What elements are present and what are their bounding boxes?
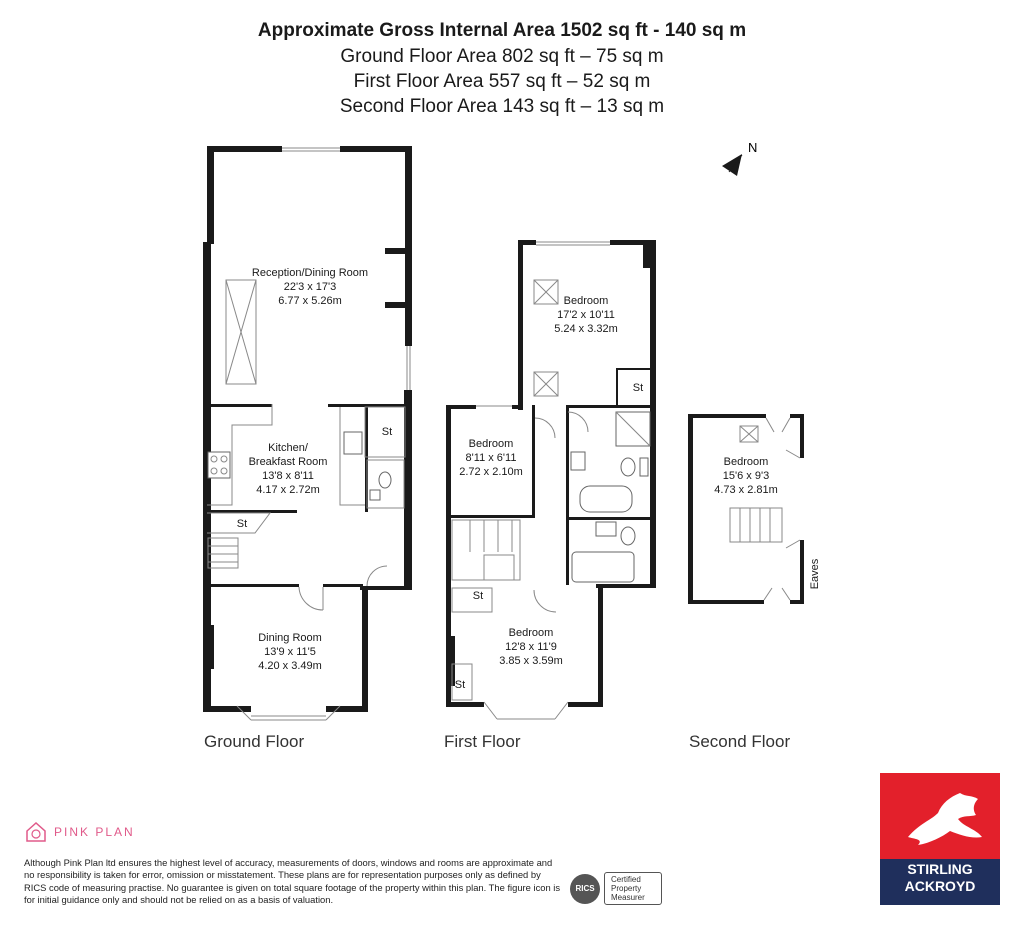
dining-metric: 4.20 x 3.49m [258,660,322,672]
kitchen-imperial: 13'8 x 8'11 [262,470,314,482]
ground-store-label-1: St [381,426,393,438]
eaves-label: Eaves [809,558,821,590]
second-floor-label: Second Floor [689,732,791,751]
rics-certification [570,872,662,905]
brand-red-panel [880,773,1000,859]
second-bedroom-name: Bedroom [723,456,769,468]
dining-imperial: 13'9 x 11'5 [264,646,316,658]
ground-floor-label: Ground Floor [204,732,305,751]
disclaimer-text: Although Pink Plan ltd ensures the highest level of accuracy, measurements of doors, windows and rooms are approximate and no responsibility is taken for error, omission or misstatement. These plans are for representation purposes only as defined by RICS code of measuring practise. No guarantee is given on total square footage of the property within this plan. The figure icon is for initial guidance only and should not be relied on as a basis of valuation. [24,857,561,906]
second-bedroom-imperial: 15'6 x 9'3 [722,470,770,482]
dining-name: Dining Room [258,632,322,644]
brand-line-2: ACKROYD [904,878,976,894]
house-logo-icon [24,820,48,844]
ground-store-label-2: St [236,518,248,530]
reception-name: Reception/Dining Room [251,267,369,279]
first-floor-area: First Floor Area 557 sq ft – 52 sq m [353,71,651,92]
kitchen-name-1: Kitchen/ [268,442,308,454]
stirling-ackroyd-logo [880,773,1000,905]
brand-line-1: STIRLING [907,861,973,877]
bedroom-rear-imperial: 17'2 x 10'11 [557,309,615,321]
compass-label: N [748,140,758,155]
bedroom-front-metric: 3.85 x 3.59m [499,655,563,667]
reception-metric: 6.77 x 5.26m [278,295,342,307]
pinkplan-name: PINK PLAN [54,825,135,839]
ground-floor-plan [203,146,412,751]
bedroom-front-imperial: 12'8 x 11'9 [505,641,557,653]
bedroom-front-name: Bedroom [508,627,554,639]
first-store-label-2: St [472,590,484,602]
first-floor-plan [444,240,656,751]
second-floor-area: Second Floor Area 143 sq ft – 13 sq m [339,96,665,117]
ground-floor-area: Ground Floor Area 802 sq ft – 75 sq m [340,46,664,67]
rics-badge: RICS [570,874,600,904]
second-floor-plan [688,414,821,751]
second-bedroom-metric: 4.73 x 2.81m [714,484,778,496]
first-store-label-3: St [454,679,466,691]
reception-imperial: 22'3 x 17'3 [283,281,337,293]
first-store-label-1: St [632,382,644,394]
kitchen-metric: 4.17 x 2.72m [256,484,320,496]
bedroom-rear-metric: 5.24 x 3.32m [554,323,618,335]
pinkplan-logo [24,820,135,844]
bedroom-small-metric: 2.72 x 2.10m [459,466,523,478]
bedroom-rear-name: Bedroom [563,295,609,307]
bedroom-small-name: Bedroom [468,438,514,450]
griffin-icon [880,773,1000,859]
bedroom-small-imperial: 8'11 x 6'11 [465,452,517,464]
gross-area-title: Approximate Gross Internal Area 1502 sq ft - 140 sq m [257,20,747,41]
north-arrow-icon [722,140,757,176]
first-floor-label: First Floor [444,732,521,751]
brand-name [880,861,1000,895]
kitchen-name-2: Breakfast Room [248,456,328,468]
rics-cert-text: Certified Property Measurer [604,872,662,905]
